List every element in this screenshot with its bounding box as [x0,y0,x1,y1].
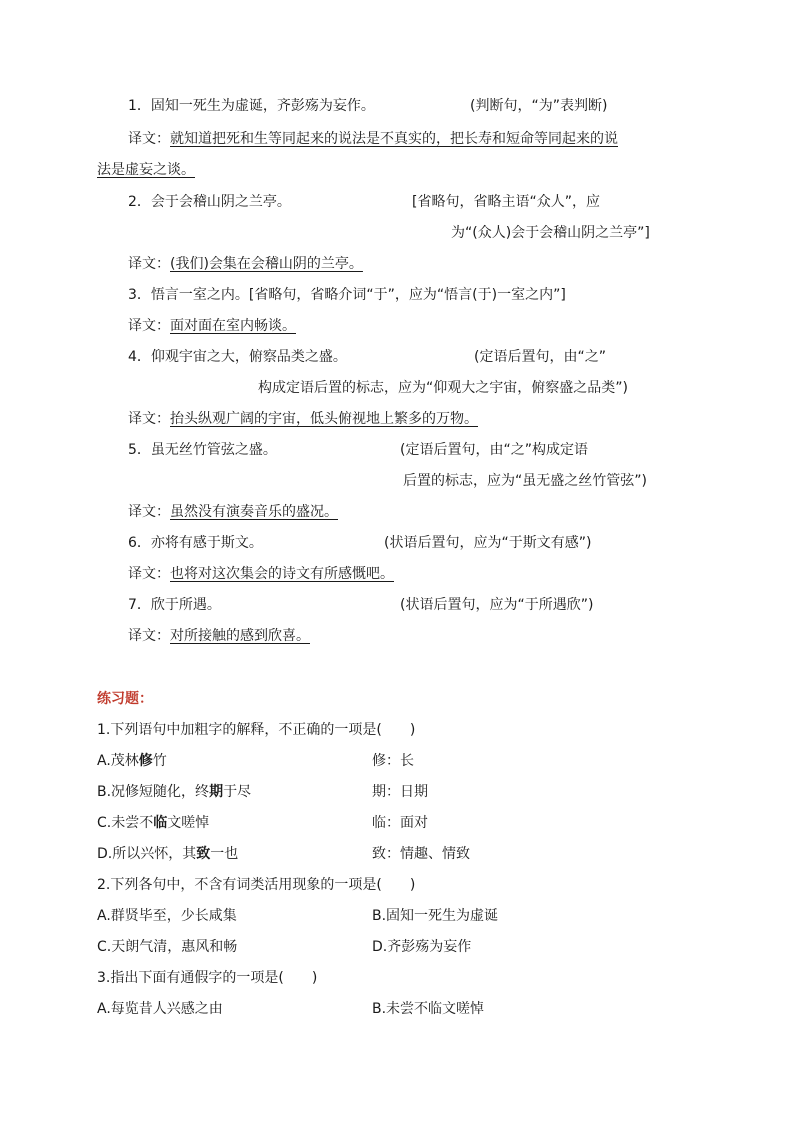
translation-label: 译文： [128,411,170,427]
example-2-note-line-2: 为“(众人)会于会稽山阴之兰亭”] [451,225,650,241]
exercises-title: 练习题： [97,691,153,707]
translation-text: (我们)会集在会稽山阴的兰亭。 [170,256,363,272]
question-1-option-c [97,814,209,832]
translation-text: 就知道把死和生等同起来的说法是不真实的，把长寿和短命等同起来的说 [170,131,618,147]
question-2-stem: 2.下列各句中，不含有词类活用现象的一项是( ) [97,877,416,893]
question-1-option-a-gloss: 修：长 [372,753,414,769]
option-text: D.所以兴怀，其 [97,846,197,862]
translation-text: 对所接触的感到欣喜。 [170,628,310,644]
example-2-translation [128,255,363,273]
option-text: 竹 [152,753,167,769]
example-6-note: (状语后置句，应为“于斯文有感”) [384,535,592,551]
translation-label: 译文： [128,504,170,520]
example-7-sentence: 7．欣于所遇。 [128,597,221,613]
question-1-option-b [97,783,251,801]
bold-word: 临 [153,815,168,831]
option-text: A.茂林 [97,753,139,769]
option-text: 于尽 [223,784,252,800]
example-5-sentence: 5．虽无丝竹管弦之盛。 [128,442,277,458]
option-text: C.未尝不 [97,815,154,831]
translation-text: 也将对这次集会的诗文有所感慨吧。 [170,566,394,582]
translation-label: 译文： [128,628,170,644]
translation-label: 译文： [128,131,170,147]
question-1-option-c-gloss: 临：面对 [372,815,428,831]
question-2-option-a: A.群贤毕至，少长咸集 [97,908,237,924]
question-3-stem: 3.指出下面有通假字的一项是( ) [97,970,318,986]
example-4-note-line-1: (定语后置句，由“之” [474,349,606,365]
question-3-option-a: A.每览昔人兴感之由 [97,1001,223,1017]
sentence-text: 3．悟言一室之内。 [128,287,249,303]
example-1-translation-cont: 法是虚妄之谈。 [97,162,195,178]
example-2-note-line-1: [省略句，省略主语“众人”，应 [412,194,600,210]
question-2-option-b: B.固知一死生为虚诞 [372,908,499,924]
example-1-note: (判断句，“为”表判断) [470,98,608,114]
example-5-translation [128,503,338,521]
example-6-translation [128,565,394,583]
question-1-option-d [97,845,238,863]
option-text: B.况修短随化，终 [97,784,210,800]
question-1-option-d-gloss: 致：情趣、情致 [372,846,470,862]
example-1-sentence: 1．固知一死生为虚诞，齐彭殇为妄作。 [128,98,375,114]
translation-label: 译文： [128,318,170,334]
translation-label: 译文： [128,256,170,272]
bold-word: 期 [209,784,224,800]
example-5-note-line-2: 后置的标志，应为“虽无盛之丝竹管弦”) [403,473,647,489]
example-2-sentence: 2．会于会稽山阴之兰亭。 [128,194,291,210]
translation-text: 虽然没有演奏音乐的盛况。 [170,504,338,520]
example-7-note: (状语后置句，应为“于所遇欣”) [400,597,594,613]
translation-text: 面对面在室内畅谈。 [170,318,296,334]
question-3-option-b: B.未尝不临文嗟悼 [372,1001,485,1017]
translation-text: 抬头纵观广阔的宇宙，低头俯视地上繁多的万物。 [170,411,478,427]
example-4-note-line-2: 构成定语后置的标志，应为“仰观大之宇宙，俯察盛之品类”) [258,380,628,396]
bold-word: 致 [196,846,211,862]
option-text: 一也 [210,846,239,862]
question-1-option-a [97,752,167,770]
example-5-note-line-1: (定语后置句，由“之”构成定语 [400,442,588,458]
question-1-option-b-gloss: 期：日期 [372,784,428,800]
translation-label: 译文： [128,566,170,582]
question-1-stem: 1.下列语句中加粗字的解释，不正确的一项是( ) [97,722,416,738]
question-2-option-c: C.天朗气清，惠风和畅 [97,939,238,955]
example-4-sentence: 4．仰观宇宙之大，俯察品类之盛。 [128,349,347,365]
example-3-sentence [128,286,566,304]
example-1-translation [128,130,618,148]
example-4-translation [128,410,478,428]
bold-word: 修 [138,753,153,769]
example-7-translation [128,627,310,645]
note-text: [省略句，省略介词“于”，应为“悟言(于)一室之内”] [248,287,566,303]
example-3-translation [128,317,296,335]
example-6-sentence: 6．亦将有感于斯文。 [128,535,263,551]
question-2-option-d: D.齐彭殇为妄作 [372,939,472,955]
option-text: 文嗟悼 [167,815,210,831]
